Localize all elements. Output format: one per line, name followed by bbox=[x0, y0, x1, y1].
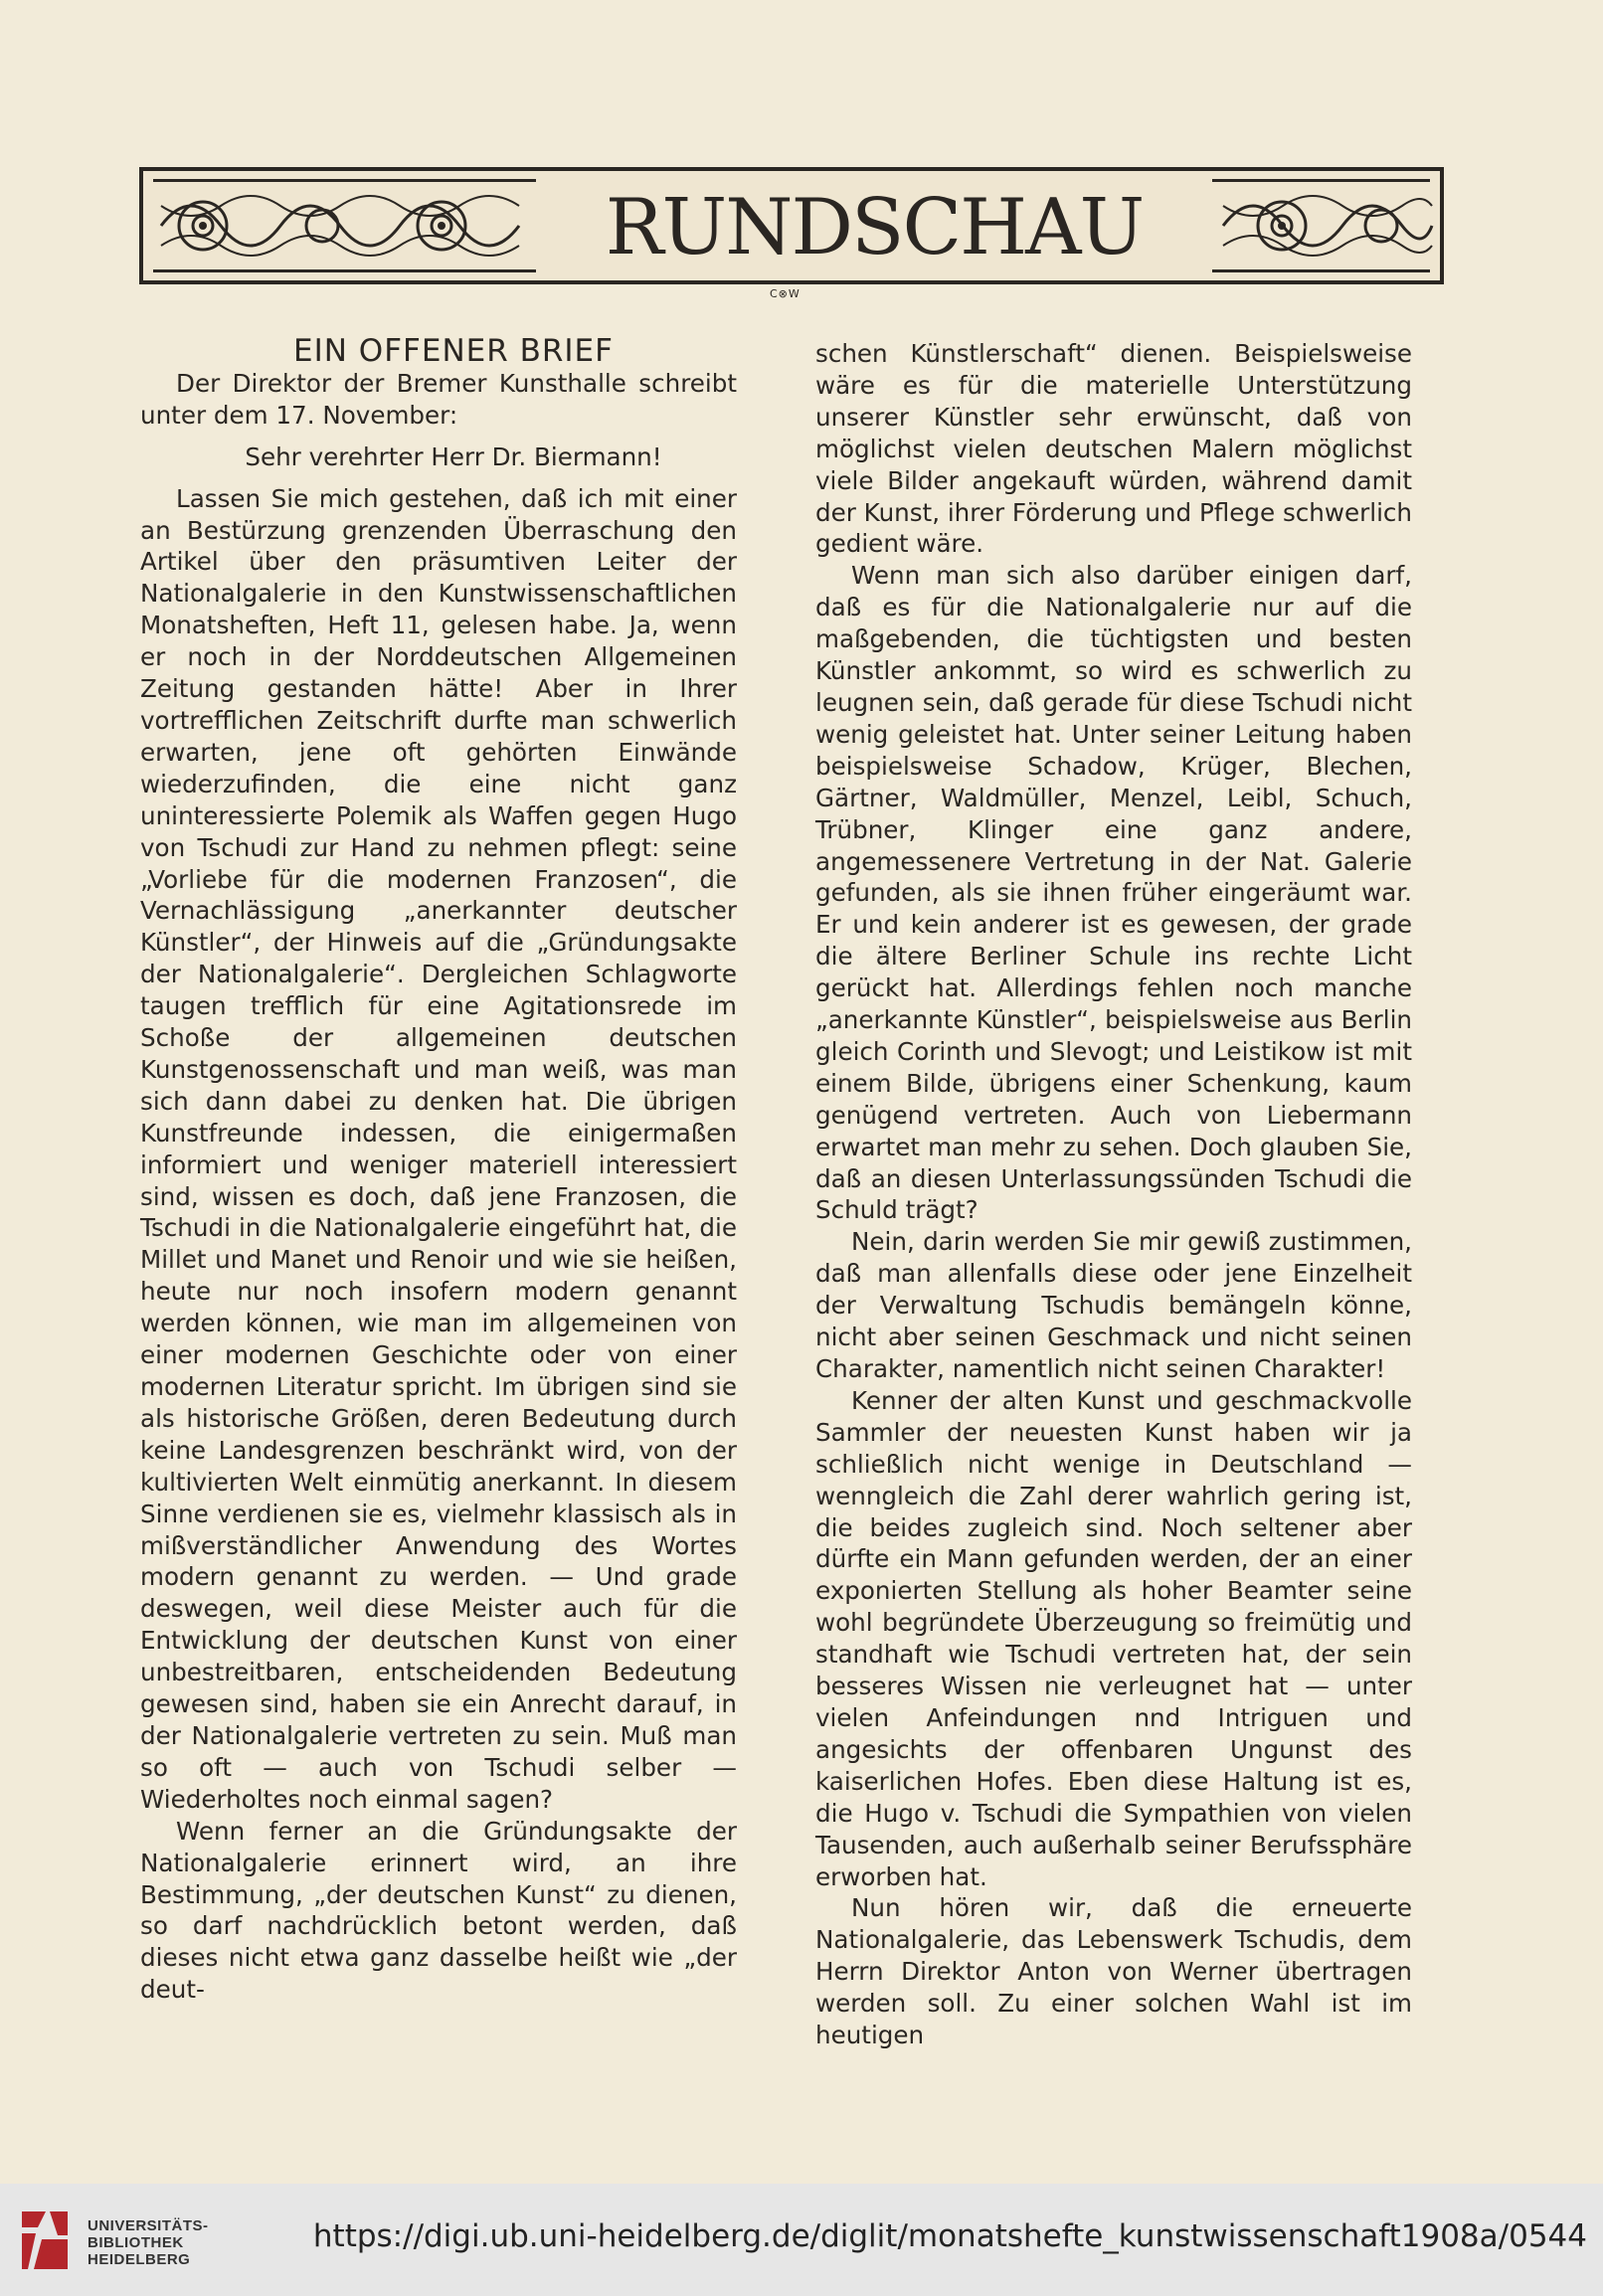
paragraph: Lassen Sie mich gestehen, daß ich mit einer an Bestürzung grenzenden Überraschung den Artikel über den präsumtiven Leiter der Nationalgalerie in den Kunstwissenschaftlichen Monatsheften, Heft 11, gelesen habe. Ja, wenn er noch in der Norddeutschen Allgemeinen Zeitung gestanden hätte! Aber in Ihrer vortrefflichen Zeitschrift durfte man schwerlich erwarten, jene oft gehörten Einwände wiederzufinden, die eine nicht ganz uninteressierte Polemik als Waffen gegen Hugo von Tschudi zur Hand zu nehmen pflegt: seine „Vorliebe für die modernen Franzosen“, die Vernachlässigung „anerkannter deutscher Künstler“, der Hinweis auf die „Gründungsakte der Nationalgalerie“. Dergleichen Schlagworte taugen trefflich für eine Agitationsrede im Schoße der allgemeinen deutschen Kunstgenossenschaft und man weiß, was man sich dann dabei zu denken hat. Die übrigen Kunstfreunde indessen, die einigermaßen informiert und weniger materiell interessiert sind, wissen es doch, daß jene Franzosen, die Tschudi in die Nationalgalerie eingeführt hat, die Millet und Manet und Renoir und wie sie heißen, heute nur noch insofern modern genannt werden können, wie man im allgemeinen von einer modernen Geschichte oder von einer modernen Literatur spricht. Im übrigen sind sie als historische Größen, deren Bedeutung durch keine Landesgrenzen beschränkt wird, von der kultivierten Welt einmütig anerkannt. In diesem Sinne verdienen sie es, vielmehr klassisch als in mißverständlicher Anwendung des Wortes modern genannt zu werden. — Und grade deswegen, weil diese Meister auch für die Entwicklung der deutschen Kunst von einer unbestreitbaren, entscheidenden Bedeutung gewesen sind, haben sie ein Anrecht darauf, in der Nationalgalerie vertreten zu sein. Muß man so oft — auch von Tschudi selber — Wiederholtes noch einmal sagen? bbox=[140, 483, 737, 1814]
paragraph: schen Künstlerschaft“ dienen. Beispielsweise wäre es für die materielle Unterstützung unserer Künstler sehr erwünscht, daß von möglichst vielen deutschen Malern möglichst viele Bilder angekauft würden, während damit der Kunst, ihrer Förderung und Pflege schwerlich gedient wäre. bbox=[815, 339, 1413, 559]
library-line: HEIDELBERG bbox=[88, 2251, 191, 2268]
monogram: C⊗W bbox=[770, 287, 801, 300]
intro-paragraph: Der Direktor der Bremer Kunsthalle schreibt unter dem 17. November: bbox=[140, 368, 737, 430]
source-url-link[interactable]: https://digi.ub.uni-heidelberg.de/diglit/monatshefte_kunstwissenschaft1908a/0544 bbox=[312, 2218, 1587, 2254]
footer-bar bbox=[0, 2184, 1603, 2296]
paragraph: Wenn man sich also darüber einigen darf, daß es für die Nationalgalerie nur auf die maßgebenden, die tüchtigsten und besten Künstler ankommt, so wird es schwerlich zu leugnen sein, daß gerade für diese Tschudi nicht wenig geleistet hat. Unter seiner Leitung haben beispielsweise Schadow, Krüger, Blechen, Gärtner, Waldmüller, Menzel, Leibl, Schuch, Trübner, Klinger eine ganz andere, angemessenere Vertretung in der Nat. Galerie gefunden, als sie ihnen früher eingeräumt war. Er und kein anderer ist es gewesen, der grade die ältere Berliner Schule ins rechte Licht gerückt hat. Allerdings fehlen noch manche „anerkannte Künstler“, beispielsweise aus Berlin gleich Corinth und Slevogt; und Leistikow ist mit einem Bilde, übrigens einer Schenkung, kaum genügend vertreten. Auch von Liebermann erwartet man mehr zu sehen. Doch glauben Sie, daß an diesen Unterlassungssünden Tschudi die Schuld trägt? bbox=[815, 561, 1412, 1225]
library-name[interactable] bbox=[88, 2217, 209, 2268]
ub-heidelberg-logo-icon[interactable] bbox=[16, 2206, 74, 2275]
rundschau-banner bbox=[139, 167, 1444, 284]
article-heading: EIN OFFENER BRIEF bbox=[293, 333, 614, 369]
paragraph: Nun hören wir, daß die erneuerte Nationalgalerie, das Lebenswerk Tschudis, dem Herrn Direktor Anton von Werner übertragen werden soll. Zu einer solchen Wahl ist im heutigen bbox=[815, 1893, 1412, 2050]
left-column bbox=[140, 333, 737, 2006]
paragraph: Wenn ferner an die Gründungsakte der Nationalgalerie erinnert wird, an ihre Bestimmung, „der deutschen Kunst“ zu dienen, so darf nachdrücklich betont werden, daß dieses nicht etwa ganz dasselbe heißt wie „der deut- bbox=[140, 1816, 737, 2005]
library-line: BIBLIOTHEK bbox=[88, 2234, 184, 2251]
library-line: UNIVERSITÄTS- bbox=[88, 2217, 209, 2234]
salutation: Sehr verehrter Herr Dr. Biermann! bbox=[245, 442, 662, 471]
right-column bbox=[815, 338, 1412, 2051]
paragraph: Kenner der alten Kunst und geschmackvolle Sammler der neuesten Kunst haben wir ja schließlich nicht wenige in Deutschland — wenngleich die Zahl derer wahrlich gering ist, die beides zugleich sind. Noch seltener aber dürfte ein Mann gefunden werden, der an einer exponierten Stellung als hoher Beamter seine wohl begründete Überzeugung so freimütig und standhaft wie Tschudi vertreten hat, der sein besseres Wissen nie verleugnet hat — unter vielen Anfeindungen nnd Intriguen und angesichts der offenbaren Ungunst des kaiserlichen Hofes. Eben diese Haltung ist es, die Hugo v. Tschudi die Sympathien von vielen Tausenden, auch außerhalb seiner Berufssphäre erworben hat. bbox=[815, 1385, 1412, 1891]
paragraph: Nein, darin werden Sie mir gewiß zustimmen, daß man allenfalls diese oder jene Einzelheit der Verwaltung Tschudis bemängeln könne, nicht aber seinen Geschmack und nicht seinen Charakter, namentlich nicht seinen Charakter! bbox=[815, 1227, 1412, 1383]
banner-title: RUNDSCHAU bbox=[536, 179, 1212, 276]
